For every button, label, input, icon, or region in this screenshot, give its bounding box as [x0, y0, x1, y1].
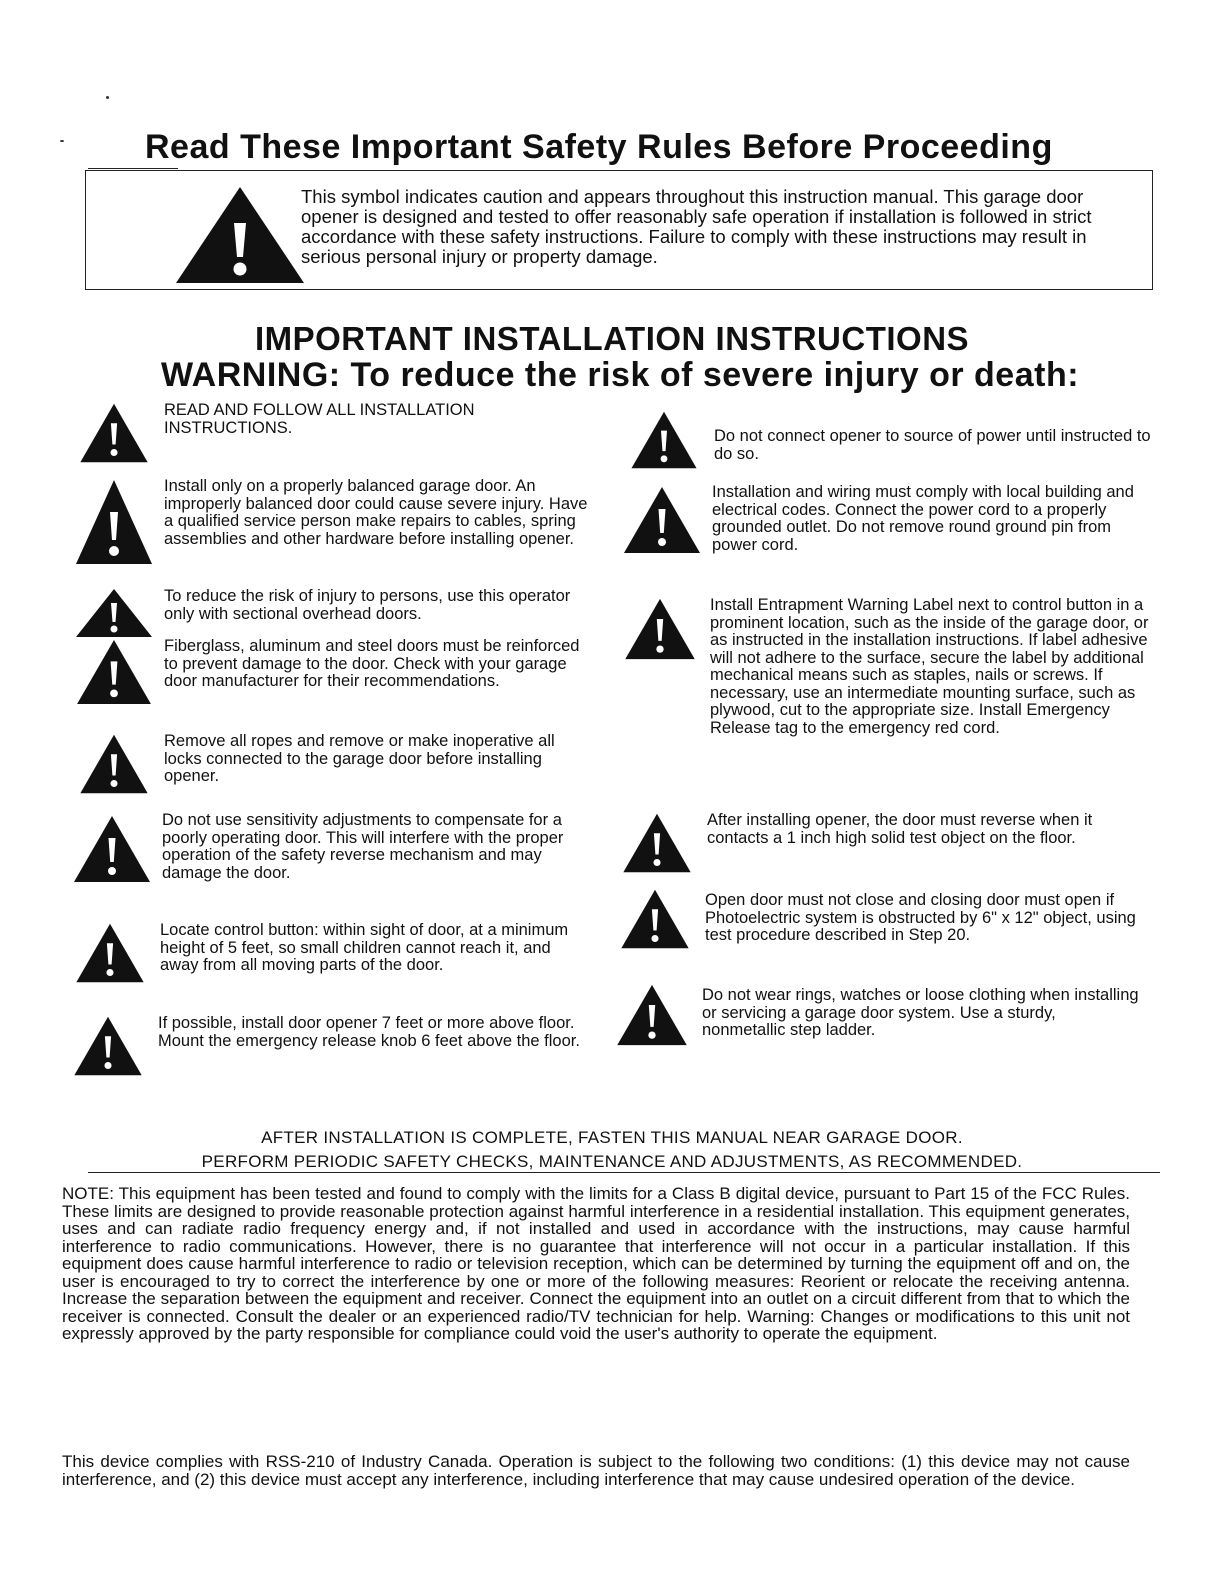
warning-item — [74, 638, 594, 718]
warning-text: Installation and wiring must comply with local building and electrical codes. Connect the power cord to a properly grounded outlet. Do not remove round ground pin from power cord. — [712, 483, 1134, 554]
warning-item — [74, 402, 594, 464]
warning-triangle-icon — [68, 1015, 148, 1077]
warning-item — [615, 888, 1145, 968]
warning-item — [72, 812, 592, 907]
warning-text: Do not connect opener to source of power until instructed to do so. — [714, 427, 1151, 463]
warning-triangle-icon — [70, 922, 150, 984]
warning-item — [70, 922, 590, 1002]
warning-triangle-icon — [622, 484, 702, 556]
page-title: Read These Important Safety Rules Before Proceeding — [145, 128, 1053, 166]
caution-notice: This symbol indicates caution and appears throughout this instruction manual. This garage door opener is designed and tested to offer reasonably safe operation if installation is followed in strict accordance with these safety instructions. Failure to comply with these instructions may result in serious personal injury or property damage. — [301, 186, 1092, 267]
fcc-note: NOTE: This equipment has been tested and found to comply with the limits for a Class B digital device, pursuant to Part 15 of the FCC Rules. These limits are designed to provide reasonable protection against harmful interference in a residential installation. This equipment generates, uses and can radiate radio frequency energy and, if not installed and used in accordance with the instructions, may cause harmful interference to radio communications. However, there is no guarantee that interference will not occur in a particular installation. If this equipment does cause harmful interference to radio or television reception, which can be determined by turning the equipment off and on, the user is encouraged to try to correct the interference by one or more of the following measures: Reorient or relocate the receiving antenna. Increase the separation between the equipment and receiver. Connect the equipment into an outlet on a circuit different from that to which the receiver is connected. Consult the dealer or an experienced radio/TV technician for help. Warning: Changes or modifications to this unit not expressly approved by the party responsible for compliance could void the user's authority to operate the equipment. — [62, 1184, 1130, 1343]
warning-text: Do not wear rings, watches or loose clothing when installing or servicing a garage door system. Use a sturdy, nonmetallic step ladder. — [702, 986, 1139, 1039]
warning-text: Locate control button: within sight of door, at a minimum height of 5 feet, so small children cannot reach it, and away from all moving parts of the door. — [160, 921, 569, 974]
caution-box — [85, 170, 1153, 290]
title-underline — [88, 168, 178, 169]
heading-warning: WARNING: To reduce the risk of severe injury or death: — [160, 356, 1080, 394]
warning-text: Do not use sensitivity adjustments to compensate for a poorly operating door. This will interfere with the proper operation of the safety reverse mechanism and may damage the door. — [162, 811, 564, 882]
after-installation-note: AFTER INSTALLATION IS COMPLETE, FASTEN THIS MANUAL NEAR GARAGE DOOR. — [261, 1128, 963, 1147]
warning-item — [74, 733, 594, 795]
warning-text: Open door must not close and closing door must open if Photoelectric system is obstructed by 6" x 12" object, using test procedure described in Step 20. — [705, 891, 1136, 944]
warning-text: READ AND FOLLOW ALL INSTALLATION INSTRUCTIONS. — [164, 401, 475, 437]
warning-triangle-icon — [617, 812, 697, 874]
warning-item — [74, 478, 594, 568]
warning-triangle-icon — [620, 597, 700, 661]
warning-item — [622, 484, 1152, 579]
warning-text: After installing opener, the door must reverse when it contacts a 1 inch high solid test object on the floor. — [707, 811, 1093, 847]
warning-item — [620, 597, 1150, 797]
warning-triangle-icon — [74, 733, 154, 795]
warning-triangle-icon — [74, 588, 154, 638]
scan-speck — [106, 96, 109, 99]
warning-text: If possible, install door opener 7 feet or more above floor. Mount the emergency release knob 6 feet above the floor. — [158, 1014, 580, 1050]
warning-text: To reduce the risk of injury to persons, use this operator only with sectional overhead doors. — [164, 587, 571, 623]
warning-triangle-icon — [72, 812, 152, 886]
periodic-checks-note: PERFORM PERIODIC SAFETY CHECKS, MAINTENANCE AND ADJUSTMENTS, AS RECOMMENDED. — [201, 1152, 1023, 1171]
scan-speck — [60, 140, 64, 142]
footer-divider — [88, 1172, 1160, 1173]
warning-item — [612, 983, 1142, 1063]
industry-canada-note: This device complies with RSS-210 of Industry Canada. Operation is subject to the following two conditions: (1) this device may not cause interference, and (2) this device must accept any interference, including interference that may cause undesired operation of the device. — [62, 1452, 1130, 1489]
warning-item — [617, 812, 1147, 874]
warning-triangle-icon — [74, 402, 154, 464]
warning-triangle-icon — [612, 983, 692, 1047]
warning-triangle-icon — [174, 185, 306, 285]
warning-triangle-icon — [74, 478, 154, 566]
heading-instructions: IMPORTANT INSTALLATION INSTRUCTIONS — [254, 320, 970, 357]
warning-text: Fiberglass, aluminum and steel doors must be reinforced to prevent damage to the door. Check with your garage door manufacturer for their recommendations. — [164, 637, 580, 690]
warning-text: Install only on a properly balanced garage door. An improperly balanced door could cause severe injury. Have a qualified service person make repairs to cables, spring assemblies and other hardware before installing opener. — [164, 477, 588, 548]
warning-text: Remove all ropes and remove or make inoperative all locks connected to the garage door before installing opener. — [164, 732, 555, 785]
warning-item — [624, 410, 1154, 472]
warning-item — [68, 1015, 588, 1077]
warning-triangle-icon — [615, 888, 695, 950]
warning-triangle-icon — [74, 638, 154, 706]
warning-triangle-icon — [624, 410, 704, 470]
warning-text: Install Entrapment Warning Label next to control button in a prominent location, such as the inside of the garage door, or as instructed in the installation instructions. If label adhesive will not adhere to the surface, secure the label by additional mechanical means such as staples, nails or screws. If necessary, use an intermediate mounting surface, such as plywood, cut to the appropriate size. Install Emergency Release tag to the emergency red cord. — [710, 596, 1149, 737]
warning-item — [74, 588, 594, 636]
